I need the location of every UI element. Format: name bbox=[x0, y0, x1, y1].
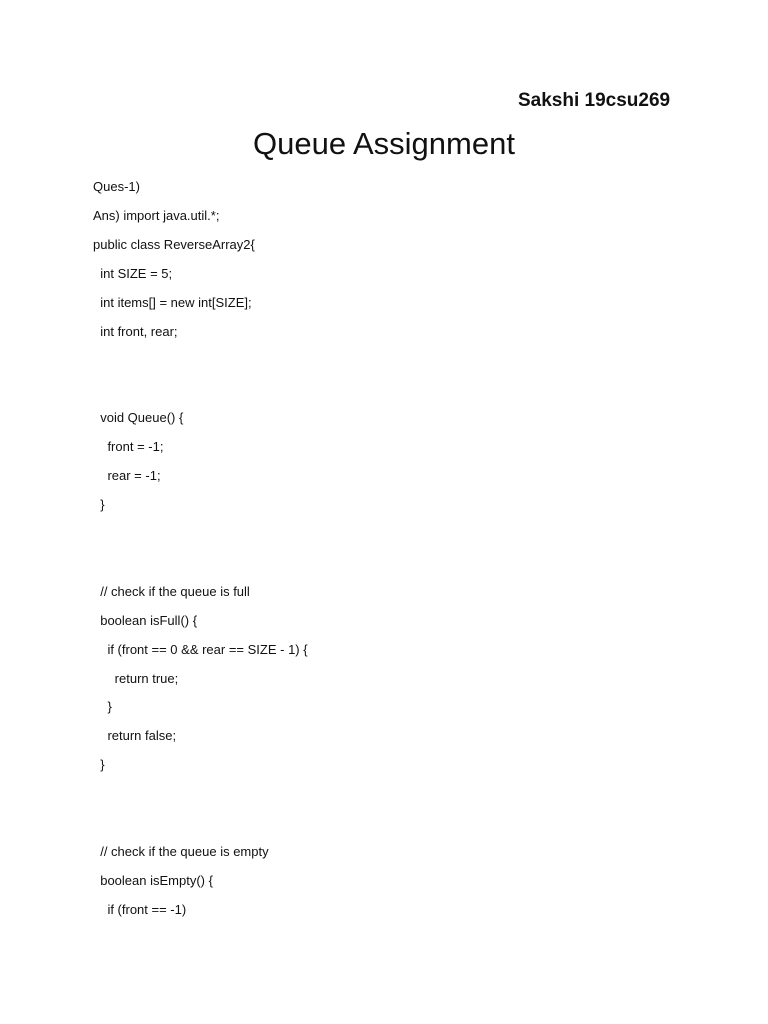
page-title: Queue Assignment bbox=[253, 126, 515, 161]
code-line: rear = -1; bbox=[93, 468, 161, 483]
code-line: int items[] = new int[SIZE]; bbox=[93, 295, 252, 310]
code-line: } bbox=[93, 497, 105, 512]
code-line: if (front == -1) bbox=[93, 902, 187, 917]
code-line: return false; bbox=[93, 728, 177, 743]
code-line: public class ReverseArray2{ bbox=[93, 237, 255, 252]
code-line: front = -1; bbox=[93, 439, 164, 454]
code-line: void Queue() { bbox=[93, 410, 184, 425]
code-line: int front, rear; bbox=[93, 324, 178, 339]
code-line: } bbox=[93, 757, 105, 772]
code-line: Ans) import java.util.*; bbox=[93, 208, 220, 223]
code-line: boolean isFull() { bbox=[93, 613, 198, 628]
code-line: boolean isEmpty() { bbox=[93, 873, 213, 888]
code-line: // check if the queue is full bbox=[93, 584, 250, 599]
code-line: if (front == 0 && rear == SIZE - 1) { bbox=[93, 642, 308, 657]
code-line: return true; bbox=[93, 671, 179, 686]
code-line: // check if the queue is empty bbox=[93, 844, 269, 859]
author-line: Sakshi 19csu269 bbox=[518, 90, 671, 111]
code-line: } bbox=[93, 699, 112, 714]
code-line: Ques-1) bbox=[93, 179, 140, 194]
code-line: int SIZE = 5; bbox=[93, 266, 173, 281]
